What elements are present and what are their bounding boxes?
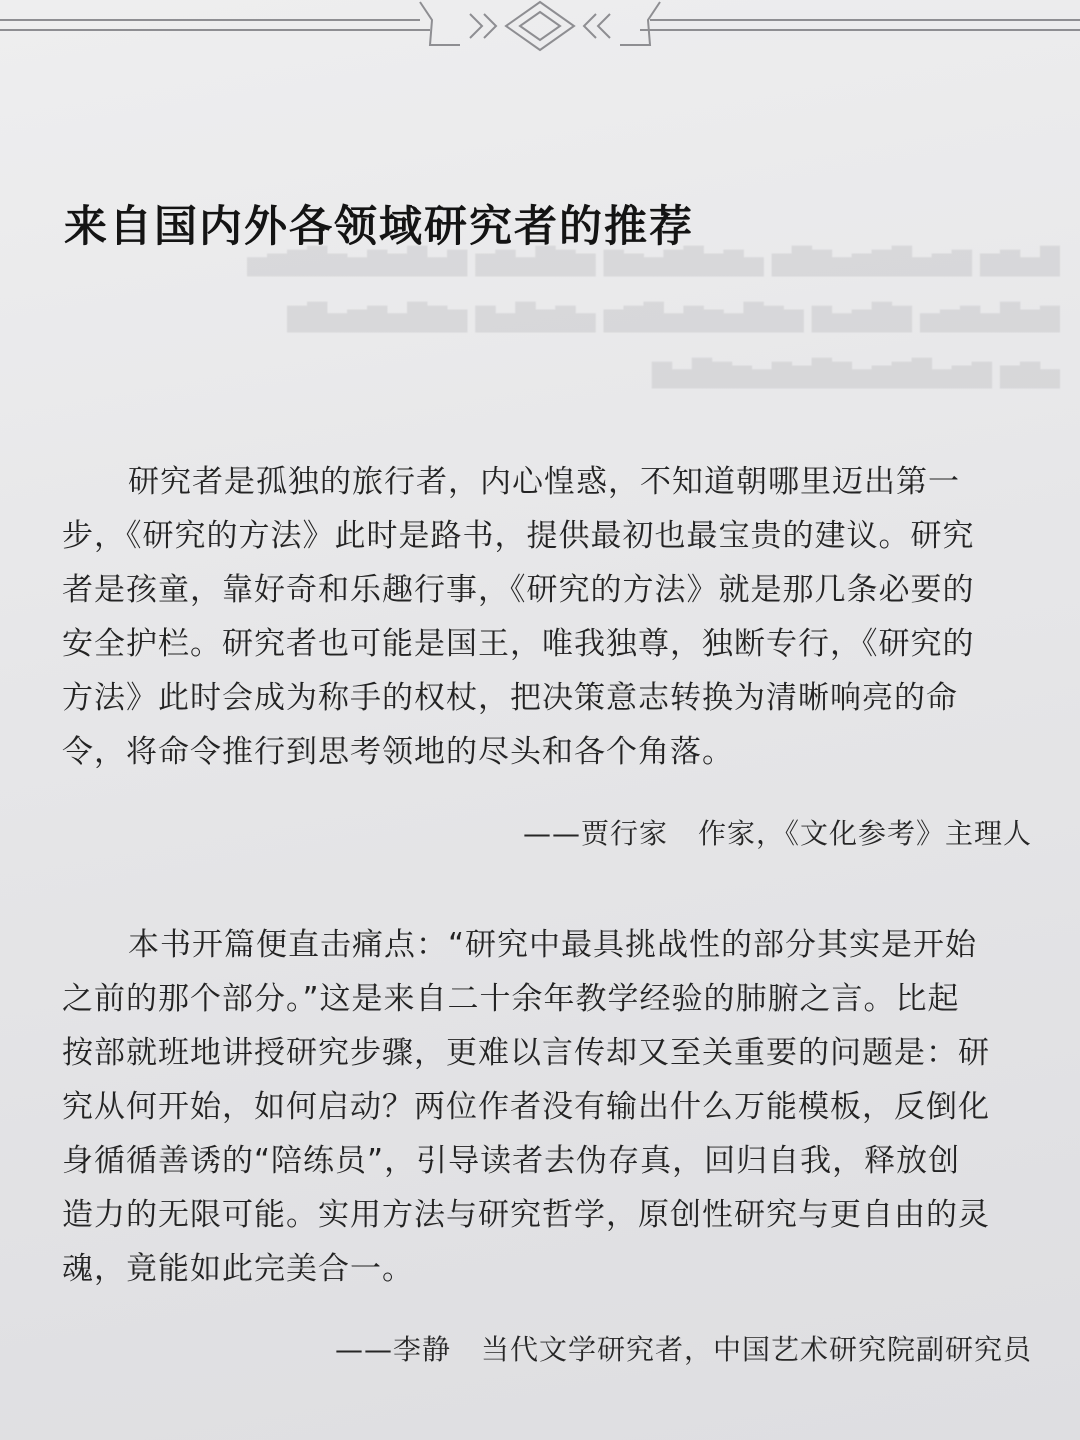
recommendation-paragraph — [62, 455, 1037, 779]
recommendation-attribution — [523, 812, 1032, 852]
bleed-through-text: ▇▆█▅▇▆▅ ▇█▆▅▇ ▆▇█▅▆▇▅█▇▆ ▅▇▆█▅▇ ▆▇█▅▇▆▅█▇ — [287, 303, 1060, 333]
paragraph-line: 本书开篇便直击痛点：“研究中最具挑战性的部分其实是开始 — [128, 927, 978, 963]
recommendation-attribution — [335, 1328, 1032, 1368]
attribution-name: ——贾行家 — [522, 817, 668, 850]
page-title: 来自国内外各领域研究者的推荐 — [64, 202, 694, 252]
paragraph-line: 身循循善诱的“陪练员”，引导读者去伪存真，回归自我，释放创 — [62, 1143, 961, 1179]
bleed-through-text: █▅▇▆ ▇▆▅█▇▆▅▇█▆ ▅▇▆█▇▅▆▇ ▆▇█▅▇▆ ▇▅█▆▇▅▆█▇▆▅ — [247, 247, 1060, 277]
attribution-name: ——李静 — [334, 1333, 451, 1366]
paragraph-line: 按部就班地讲授研究步骤，更难以言传却又至关重要的问题是：研 — [62, 1035, 990, 1071]
top-ornament-icon — [0, 0, 1080, 60]
recommendation-paragraph — [62, 918, 1037, 1296]
attribution-title: 当代文学研究者，中国艺术研究院副研究员 — [480, 1333, 1032, 1366]
paragraph-line: 令，将命令推行到思考领地的尽头和各个角落。 — [62, 734, 734, 770]
paragraph-line: 研究者是孤独的旅行者，内心惶惑，不知道朝哪里迈出第一 — [128, 464, 960, 500]
paragraph-line: 魂，竟能如此完美合一。 — [62, 1251, 414, 1287]
paragraph-line: 步，《研究的方法》此时是路书，提供最初也最宝贵的建议。研究 — [62, 518, 975, 554]
paragraph-line: 究从何开始，如何启动？两位作者没有输出什么万能模板，反倒化 — [62, 1089, 990, 1125]
bleed-through-text: ▅▇▆ ▇▆▅█▇▆▅▇█▆▇▅▆▇█▅▇ — [651, 359, 1060, 389]
paragraph-line: 之前的那个部分。”这是来自二十余年教学经验的肺腑之言。比起 — [62, 981, 960, 1017]
paragraph-line: 造力的无限可能。实用方法与研究哲学，原创性研究与更自由的灵 — [62, 1197, 990, 1233]
paragraph-line: 方法》此时会成为称手的权杖，把决策意志转换为清晰响亮的命 — [62, 680, 958, 716]
paragraph-line: 安全护栏。研究者也可能是国王，唯我独尊，独断专行，《研究的 — [62, 626, 975, 662]
attribution-title: 作家，《文化参考》主理人 — [697, 817, 1032, 850]
paragraph-line: 者是孩童，靠好奇和乐趣行事，《研究的方法》就是那几条必要的 — [62, 572, 975, 608]
